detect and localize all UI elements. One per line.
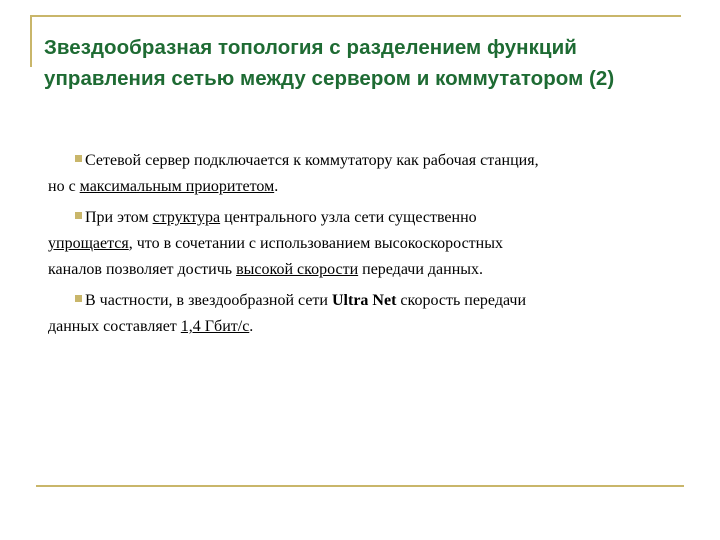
bullet-item-3: В частности, в звездообразной сети Ultra Net скорость передачи данных составляет 1,4 Гбит/с. [48,292,527,335]
link-high-speed[interactable]: высокой скорости [236,261,359,278]
link-speed-value[interactable]: 1,4 Гбит/с [180,318,250,335]
title-line-2: управления сетью между сервером и коммутатором (2) [44,67,615,90]
title-line-1: Звездообразная топология с разделением функций [44,36,577,59]
left-accent-bar [30,15,32,67]
bullet-square-icon [75,155,82,162]
bullet-square-icon [75,295,82,302]
top-rule [30,15,681,17]
bullet-item-2: При этом структура центрального узла сети существенно упрощается, что в сочетании с использованием высокоскоростных каналов позволяет достичь высокой скорости передачи данных. [48,209,503,278]
link-structure[interactable]: структура [152,209,221,226]
bottom-rule [36,485,684,487]
bullet-item-1: Сетевой сервер подключается к коммутатору как рабочая станция, но с максимальным приоритетом. [48,152,539,195]
slide-body [48,148,668,345]
slide-title [44,32,694,94]
link-max-priority[interactable]: максимальным приоритетом [79,178,275,195]
bullet-square-icon [75,212,82,219]
ultra-net-term: Ultra Net [331,292,397,309]
bullet-1-text: Сетевой сервер подключается к коммутатору как рабочая станция, [85,152,539,169]
link-simplified[interactable]: упрощается [48,235,129,252]
